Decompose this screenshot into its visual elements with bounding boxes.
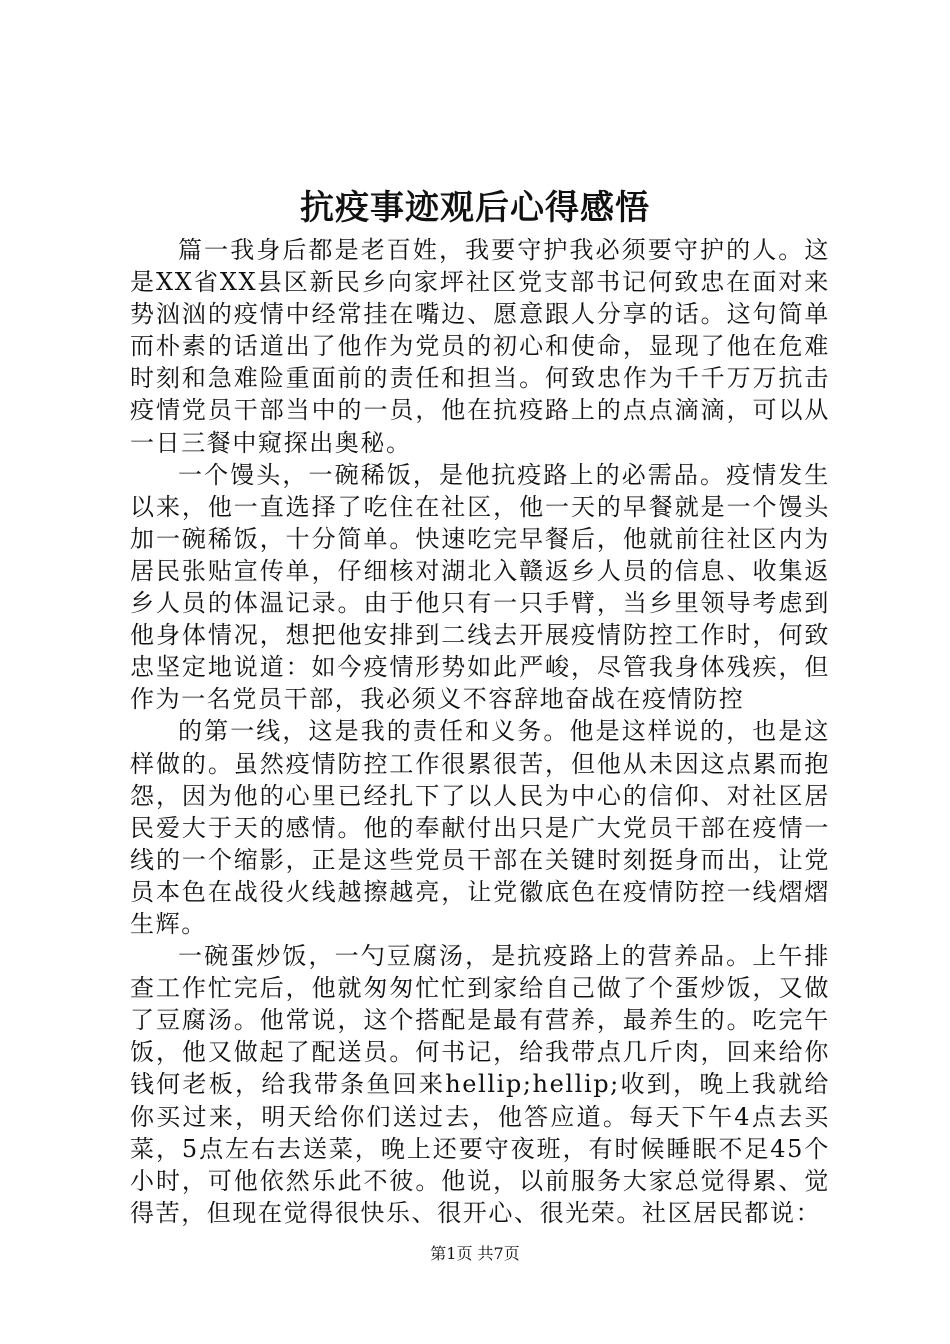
document-title: 抗疫事迹观后心得感悟 (300, 188, 650, 228)
paragraph-3: 的第一线，这是我的责任和义务。他是这样说的，也是这样做的。虽然疫情防控工作很累很苦，但他从未因这点累而抱怨，因为他的心里已经扎下了以人民为中心的信仰、对社区居民爱大于天的感情。他的奉献付出只是广大党员干部在疫情一线的一个缩影，正是这些党员干部在关键时刻挺身而出，让党员本色在战役火线越擦越亮，让党徽底色在疫情防控一线熠熠生辉。 (130, 717, 830, 938)
document-body (130, 234, 830, 1229)
page-number-footer: 第1页 共7页 (430, 1244, 520, 1263)
paragraph-2: 一个馒头，一碗稀饭，是他抗疫路上的必需品。疫情发生以来，他一直选择了吃住在社区，他一天的早餐就是一个馒头加一碗稀饭，十分简单。快速吃完早餐后，他就前往社区内为居民张贴宣传单，仔细核对湖北入赣返乡人员的信息、收集返乡人员的体温记录。由于他只有一只手臂，当乡里领导考虑到他身体情况，想把他安排到二线去开展疫情防控工作时，何致忠坚定地说道：如今疫情形势如此严峻，尽管我身体残疾，但作为一名党员干部，我必须义不容辞地奋战在疫情防控 (130, 460, 830, 714)
paragraph-1: 篇一我身后都是老百姓，我要守护我必须要守护的人。这是XX省XX县区新民乡向家坪社区党支部书记何致忠在面对来势汹汹的疫情中经常挂在嘴边、愿意跟人分享的话。这句简单而朴素的话道出了他作为党员的初心和使命，显现了他在危难时刻和急难险重面前的责任和担当。何致忠作为千千万万抗击疫情党员干部当中的一员，他在抗疫路上的点点滴滴，可以从一日三餐中窥探出奥秘。 (130, 236, 830, 457)
paragraph-4: 一碗蛋炒饭，一勺豆腐汤，是抗疫路上的营养品。上午排查工作忙完后，他就匆匆忙忙到家给自己做了个蛋炒饭，又做了豆腐汤。他常说，这个搭配是最有营养，最养生的。吃完午饭，他又做起了配送员。何书记，给我带点几斤肉，回来给你钱何老板，给我带条鱼回来hellip;hellip;收到，晚上我就给你买过来，明天给你们送过去，他答应道。每天下午4点去买菜，5点左右去送菜，晚上还要守夜班，有时候睡眠不足45个小时，可他依然乐此不彼。他说，以前服务大家总觉得累、觉得苦，但现在觉得很快乐、很开心、很光荣。社区居民都说： (130, 942, 830, 1227)
